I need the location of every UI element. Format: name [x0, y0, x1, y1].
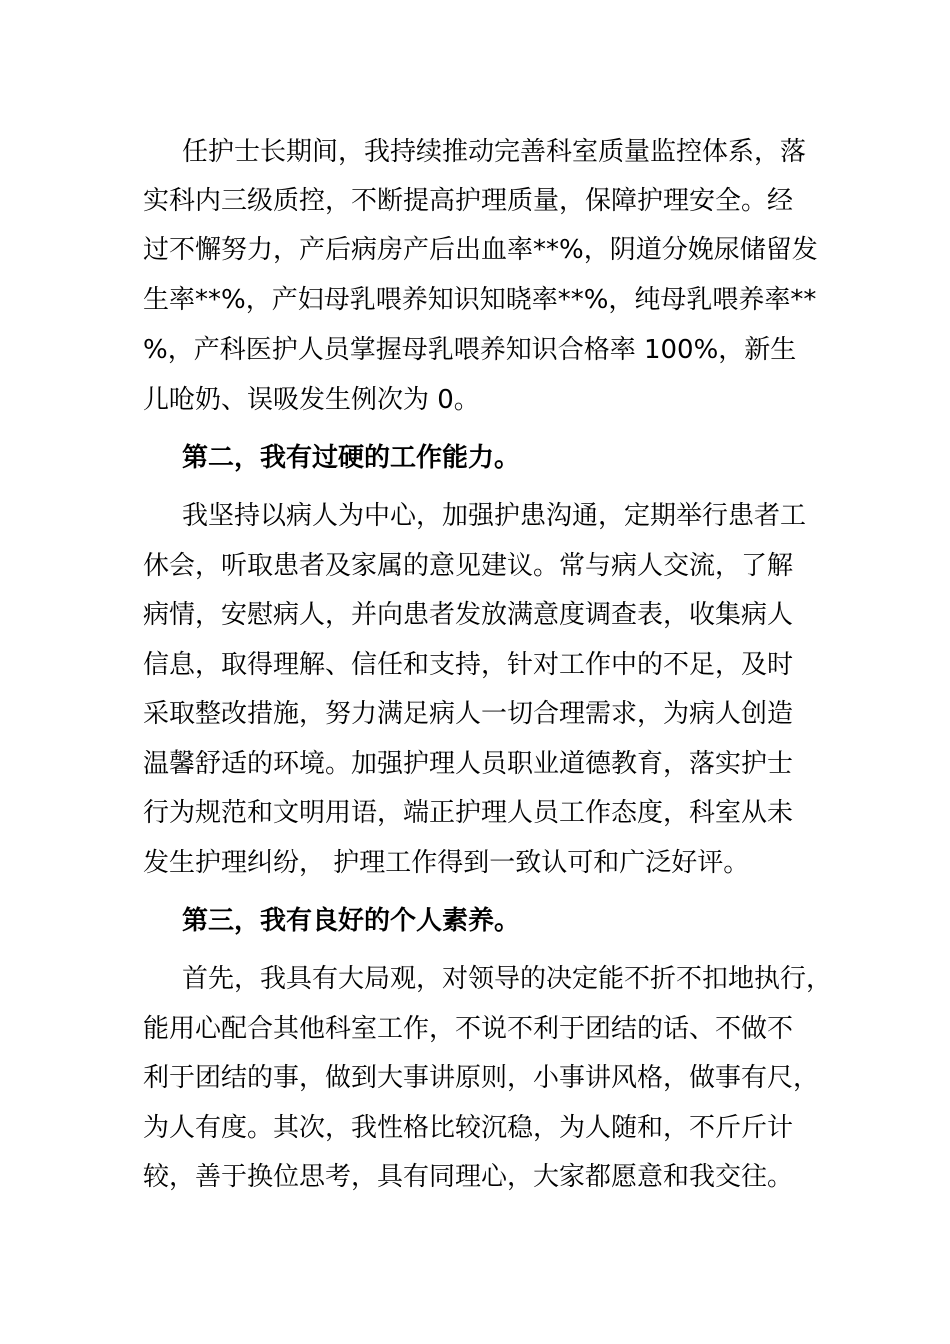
section-heading-2: 第二，我有过硬的工作能力。	[182, 443, 521, 473]
paragraph-3-line-4: 为人有度。其次，我性格比较沉稳，为人随和，不斤斤计	[143, 1113, 794, 1143]
paragraph-1-line-5: %，产科医护人员掌握母乳喂养知识合格率 100%，新生	[143, 335, 797, 365]
paragraph-2-line-6: 温馨舒适的环境。加强护理人员职业道德教育，落实护士	[143, 749, 794, 779]
paragraph-3-line-1: 首先，我具有大局观，对领导的决定能不折不扣地执行，	[182, 964, 833, 994]
paragraph-1-line-1: 任护士长期间，我持续推动完善科室质量监控体系，落	[182, 137, 807, 167]
paragraph-2-line-3: 病情，安慰病人，并向患者发放满意度调查表，收集病人	[143, 600, 794, 630]
paragraph-1-line-2: 实科内三级质控，不断提高护理质量，保障护理安全。经	[143, 186, 794, 216]
paragraph-2-line-4: 信息，取得理解、信任和支持，针对工作中的不足，及时	[143, 650, 794, 680]
paragraph-1-line-3: 过不懈努力，产后病房产后出血率**%，阴道分娩尿储留发	[143, 235, 818, 265]
section-heading-3: 第三，我有良好的个人素养。	[182, 906, 521, 936]
paragraph-2-line-5: 采取整改措施，努力满足病人一切合理需求，为病人创造	[143, 699, 794, 729]
paragraph-3-line-5: 较，善于换位思考，具有同理心，大家都愿意和我交往。	[143, 1162, 794, 1192]
paragraph-3-line-3: 利于团结的事，做到大事讲原则，小事讲风格，做事有尺，	[143, 1063, 820, 1093]
paragraph-2-line-8: 发生护理纠纷， 护理工作得到一致认可和广泛好评。	[143, 848, 750, 878]
paragraph-2-line-2: 休会，听取患者及家属的意见建议。常与病人交流，了解	[143, 551, 794, 581]
paragraph-1-line-4: 生率**%，产妇母乳喂养知识知晓率**%，纯母乳喂养率**	[143, 285, 817, 315]
paragraph-3-line-2: 能用心配合其他科室工作，不说不利于团结的话、不做不	[143, 1014, 794, 1044]
paragraph-2-line-1: 我坚持以病人为中心，加强护患沟通，定期举行患者工	[182, 501, 807, 531]
paragraph-2-line-7: 行为规范和文明用语，端正护理人员工作态度，科室从未	[143, 798, 794, 828]
paragraph-1-line-6: 儿呛奶、误吸发生例次为 0。	[143, 385, 480, 415]
